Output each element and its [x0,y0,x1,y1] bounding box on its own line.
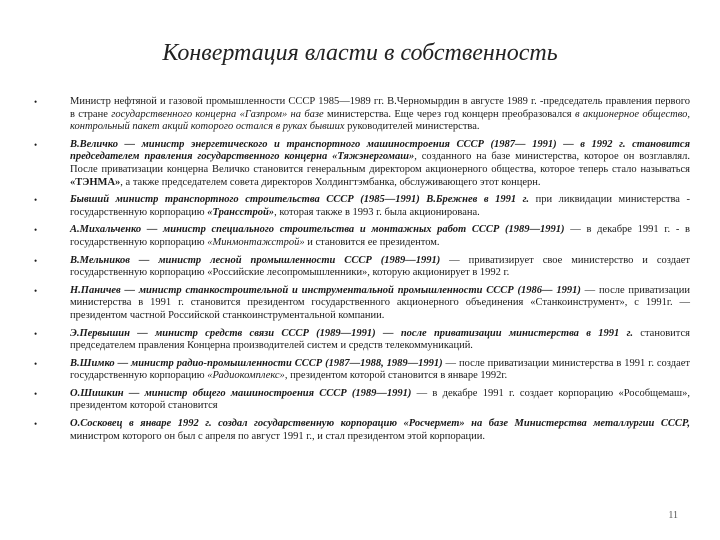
bullet-icon: • [34,419,38,430]
item-emphasis: «Радиокомплекс» [207,370,285,382]
list-item [34,255,690,280]
list-item [34,224,690,249]
bullet-icon: • [34,139,38,150]
list-item [34,285,690,323]
bullet-list [34,96,690,448]
list-item [34,388,690,413]
slide-title: Конвертация власти в собственность [162,40,558,66]
item-text: , созданного на базе министерства, которое он возглавлял. После приватизации концерна Величко становится генеральным директором акционерного общества, которое теперь стало называться [70,151,690,175]
item-text: — в декабре 1991 г. - в государственную корпорацию [70,224,690,248]
item-emphasis: А.Михальченко — министр специального строительства и монтажных работ СССР (1989—1991) [70,224,565,236]
item-text: министерства. Еще через год концерн преобразовался [323,108,575,120]
item-emphasis: «Трансстрой» [207,206,275,218]
item-text: , которая также в 1993 г. была акционирована. [274,206,480,218]
bullet-icon: • [34,225,38,236]
list-item [34,96,690,134]
item-text: министром которого он был с апреля по август 1991 г., и стал президентом этой корпорации. [70,430,486,442]
item-emphasis: «ТЭНМА» [70,176,121,188]
item-emphasis: В.Мельников — министр лесной промышленности СССР (1989—1991) [70,254,441,266]
item-emphasis: Бывший министр транспортного строительства СССР (1985—1991) В.Брежнев в 1991 г. [70,194,530,206]
item-emphasis: в акционерное общество, контрольный пакет акций которого остался в руках бывших [70,108,690,133]
item-text: становится председателем правления Концерна производителей систем и средств телекоммуникаций. [70,327,690,352]
item-text: — после приватизации министерства в 1991 г. становится президентом государственного акционерного объединения «Станкоинструмент», с 1991г. — президентом частной Российской станкоинструментальной компании. [70,284,691,321]
bullet-icon: • [34,285,38,296]
item-text: при ликвидации министерства - государственную корпорацию [70,194,690,218]
list-item [34,358,690,383]
bullet-icon: • [34,97,38,107]
item-text: — после приватизации министерства в 1991 г. создает государственную корпорацию [70,357,691,382]
bullet-icon: • [34,195,38,206]
item-text: — в декабре 1991 г. создает корпорацию «Рособщемаш», президентом которой становится [70,387,690,412]
page-number: 11 [668,510,678,521]
item-text: — приватизирует свое министерство и создает государственную корпорацию «Российские лесопромышленники», которую акционирует в 1992 г. [70,254,690,279]
item-emphasis: «Минмонтажстрой» [207,236,305,248]
list-item [34,328,690,353]
item-emphasis: В.Величко — министр энергетического и транспортного машиностроения СССР (1987— 1991) — в 1992 г. становится председателем правления государственного концерна «Тяжэнергомаш» [70,138,690,163]
item-text: Министр нефтяной и газовой промышленности СССР 1985—1989 гг. В.Черномырдин в августе 1989 г. -председатель правления первого в стране [70,96,690,120]
item-emphasis: Н.Паничев — министр станкостроительной и инструментальной промышленности СССР (1986— 1991) [70,284,581,296]
bullet-icon: • [34,328,38,339]
list-item [34,139,690,189]
item-text: и становится ее президентом. [304,236,440,248]
item-text: , президентом которой становится в январе 1992г. [284,370,508,382]
list-item [34,418,690,443]
item-emphasis: Э.Первышин — министр средств связи СССР (1989—1991) — после приватизации министерства в 1991 г. [70,327,633,339]
item-emphasis: О.Сосковец в январе 1992 г. создал государственную корпорацию «Росчермет» на базе Министерства металлургии СССР, [70,418,690,430]
item-emphasis: государственного концерна «Газпром» на базе [111,108,324,120]
item-emphasis: В.Шимко — министр радио-промышленности СССР (1987—1988, 1989—1991) [70,357,443,369]
bullet-icon: • [34,255,38,266]
list-item [34,194,690,219]
item-text: , а также председателем совета директоров Холдингтэмбанка, обслуживающего этот концерн. [120,176,541,188]
item-text: руководителей министерства. [344,121,480,133]
bullet-icon: • [34,388,38,399]
item-emphasis: О.Шишкин — министр общего машиностроения СССР (1989—1991) [70,387,412,399]
bullet-icon: • [34,358,38,369]
